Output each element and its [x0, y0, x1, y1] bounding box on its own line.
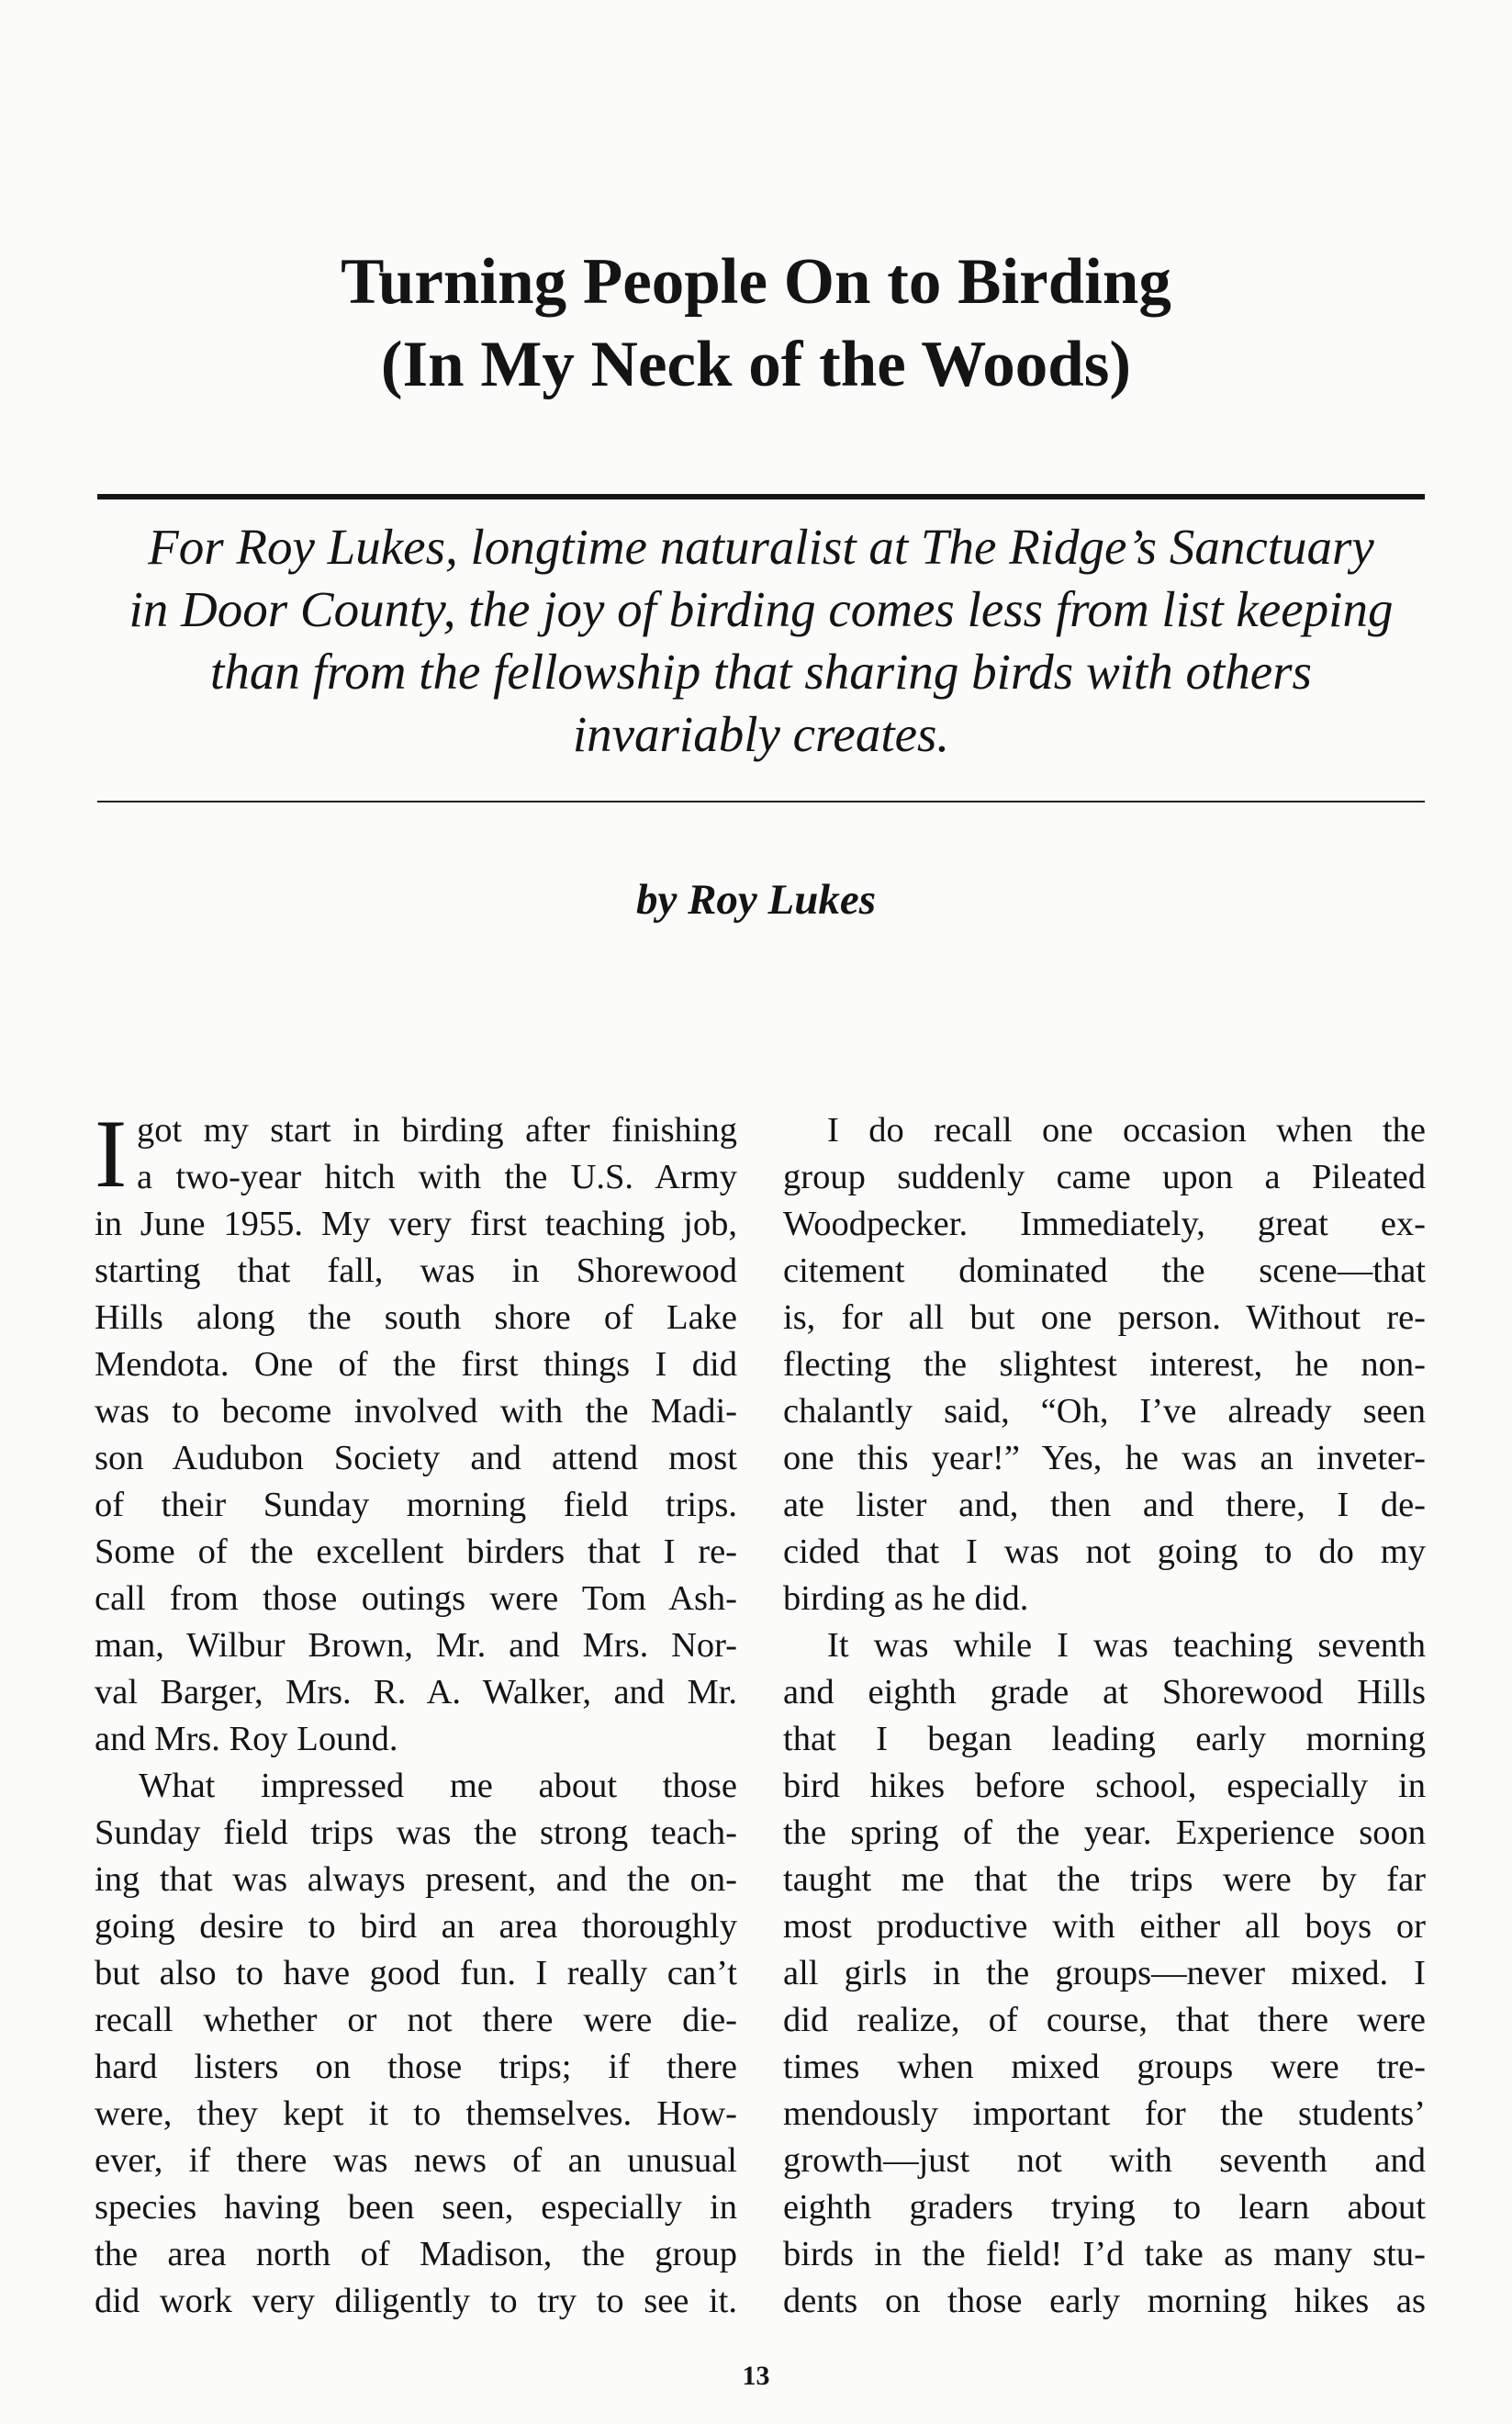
text-line: citement dominated the scene—that — [783, 1251, 1426, 1290]
text-line: did work very diligently to try to see it. — [95, 2282, 737, 2320]
text-line: mendously important for the students’ — [783, 2094, 1426, 2133]
text-line: hard listers on those trips; if there — [95, 2048, 737, 2086]
text-line: call from those outings were Tom Ash- — [95, 1579, 737, 1618]
text-line: starting that fall, was in Shorewood — [95, 1251, 737, 1290]
deck-line: invariably creates. — [572, 706, 950, 762]
text-line: in June 1955. My very first teaching job, — [95, 1205, 737, 1243]
text-line: most productive with either all boys or — [783, 1907, 1426, 1946]
thick-divider — [97, 494, 1425, 499]
title-line: (In My Neck of the Woods) — [380, 329, 1132, 400]
text-line: I do recall one occasion when the — [827, 1111, 1426, 1150]
deck-line: For Roy Lukes, longtime naturalist at The Ridge’s Sanctuary — [148, 519, 1374, 575]
text-line: and Mrs. Roy Lound. — [95, 1720, 398, 1758]
text-line: got my start in birding after finishing — [137, 1111, 737, 1150]
text-line: dents on those early morning hikes as — [783, 2282, 1426, 2320]
text-line: all girls in the groups—never mixed. I — [783, 1954, 1426, 1992]
page-number: 13 — [742, 2361, 770, 2391]
text-line: ate lister and, then and there, I de- — [783, 1486, 1426, 1524]
text-line: but also to have good fun. I really can’t — [95, 1954, 737, 1992]
text-line: taught me that the trips were by far — [783, 1860, 1426, 1899]
text-line: val Barger, Mrs. R. A. Walker, and Mr. — [95, 1673, 737, 1711]
article-title — [0, 241, 1512, 406]
article-deck — [97, 516, 1425, 766]
text-line: bird hikes before school, especially in — [783, 1767, 1426, 1805]
text-line: and eighth grade at Shorewood Hills — [783, 1673, 1426, 1711]
text-line: that I began leading early morning — [783, 1720, 1426, 1758]
text-line: were, they kept it to themselves. How- — [95, 2094, 737, 2133]
text-line: Some of the excellent birders that I re- — [95, 1532, 737, 1571]
thin-divider — [97, 801, 1425, 802]
title-line: Turning People On to Birding — [341, 246, 1171, 318]
byline: by Roy Lukes — [635, 876, 877, 924]
text-line: Woodpecker. Immediately, great ex- — [783, 1205, 1426, 1243]
left-column — [95, 1100, 737, 2325]
text-line: going desire to bird an area thoroughly — [95, 1907, 737, 1946]
text-line: It was while I was teaching seventh — [827, 1626, 1426, 1665]
text-line: What impressed me about those — [139, 1767, 737, 1805]
text-line: times when mixed groups were tre- — [783, 2048, 1426, 2086]
text-line: of their Sunday morning field trips. — [95, 1486, 737, 1524]
text-line: Hills along the south shore of Lake — [95, 1298, 737, 1337]
text-line: species having been seen, especially in — [95, 2188, 737, 2227]
text-line: cided that I was not going to do my — [783, 1532, 1426, 1571]
text-line: did realize, of course, that there were — [783, 2001, 1426, 2039]
text-line: son Audubon Society and attend most — [95, 1439, 737, 1477]
text-line: flecting the slightest interest, he non- — [783, 1345, 1426, 1384]
text-line: was to become involved with the Madi- — [95, 1392, 737, 1431]
text-line: growth—just not with seventh and — [783, 2141, 1426, 2180]
text-line: is, for all but one person. Without re- — [783, 1298, 1426, 1337]
text-line: eighth graders trying to learn about — [783, 2188, 1426, 2227]
text-line: a two-year hitch with the U.S. Army — [137, 1158, 737, 1196]
text-line: group suddenly came upon a Pileated — [783, 1158, 1426, 1196]
text-line: the spring of the year. Experience soon — [783, 1813, 1426, 1852]
text-line: birding as he did. — [783, 1579, 1029, 1618]
text-line: recall whether or not there were die- — [95, 2001, 737, 2039]
text-line: man, Wilbur Brown, Mr. and Mrs. Nor- — [95, 1626, 737, 1665]
deck-line: than from the fellowship that sharing birds with others — [210, 644, 1312, 700]
text-line: Mendota. One of the first things I did — [95, 1345, 737, 1384]
drop-cap: I — [95, 1100, 128, 1207]
text-line: the area north of Madison, the group — [95, 2235, 737, 2273]
text-line: chalantly said, “Oh, I’ve already seen — [783, 1392, 1426, 1431]
right-column — [783, 1107, 1426, 2325]
deck-line: in Door County, the joy of birding comes less from list keeping — [129, 581, 1394, 637]
text-line: ing that was always present, and the on- — [95, 1860, 737, 1899]
text-line: ever, if there was news of an unusual — [95, 2141, 737, 2180]
text-line: one this year!” Yes, he was an inveter- — [783, 1439, 1426, 1477]
text-line: birds in the field! I’d take as many stu- — [783, 2235, 1426, 2273]
text-line: Sunday field trips was the strong teach- — [95, 1813, 737, 1852]
